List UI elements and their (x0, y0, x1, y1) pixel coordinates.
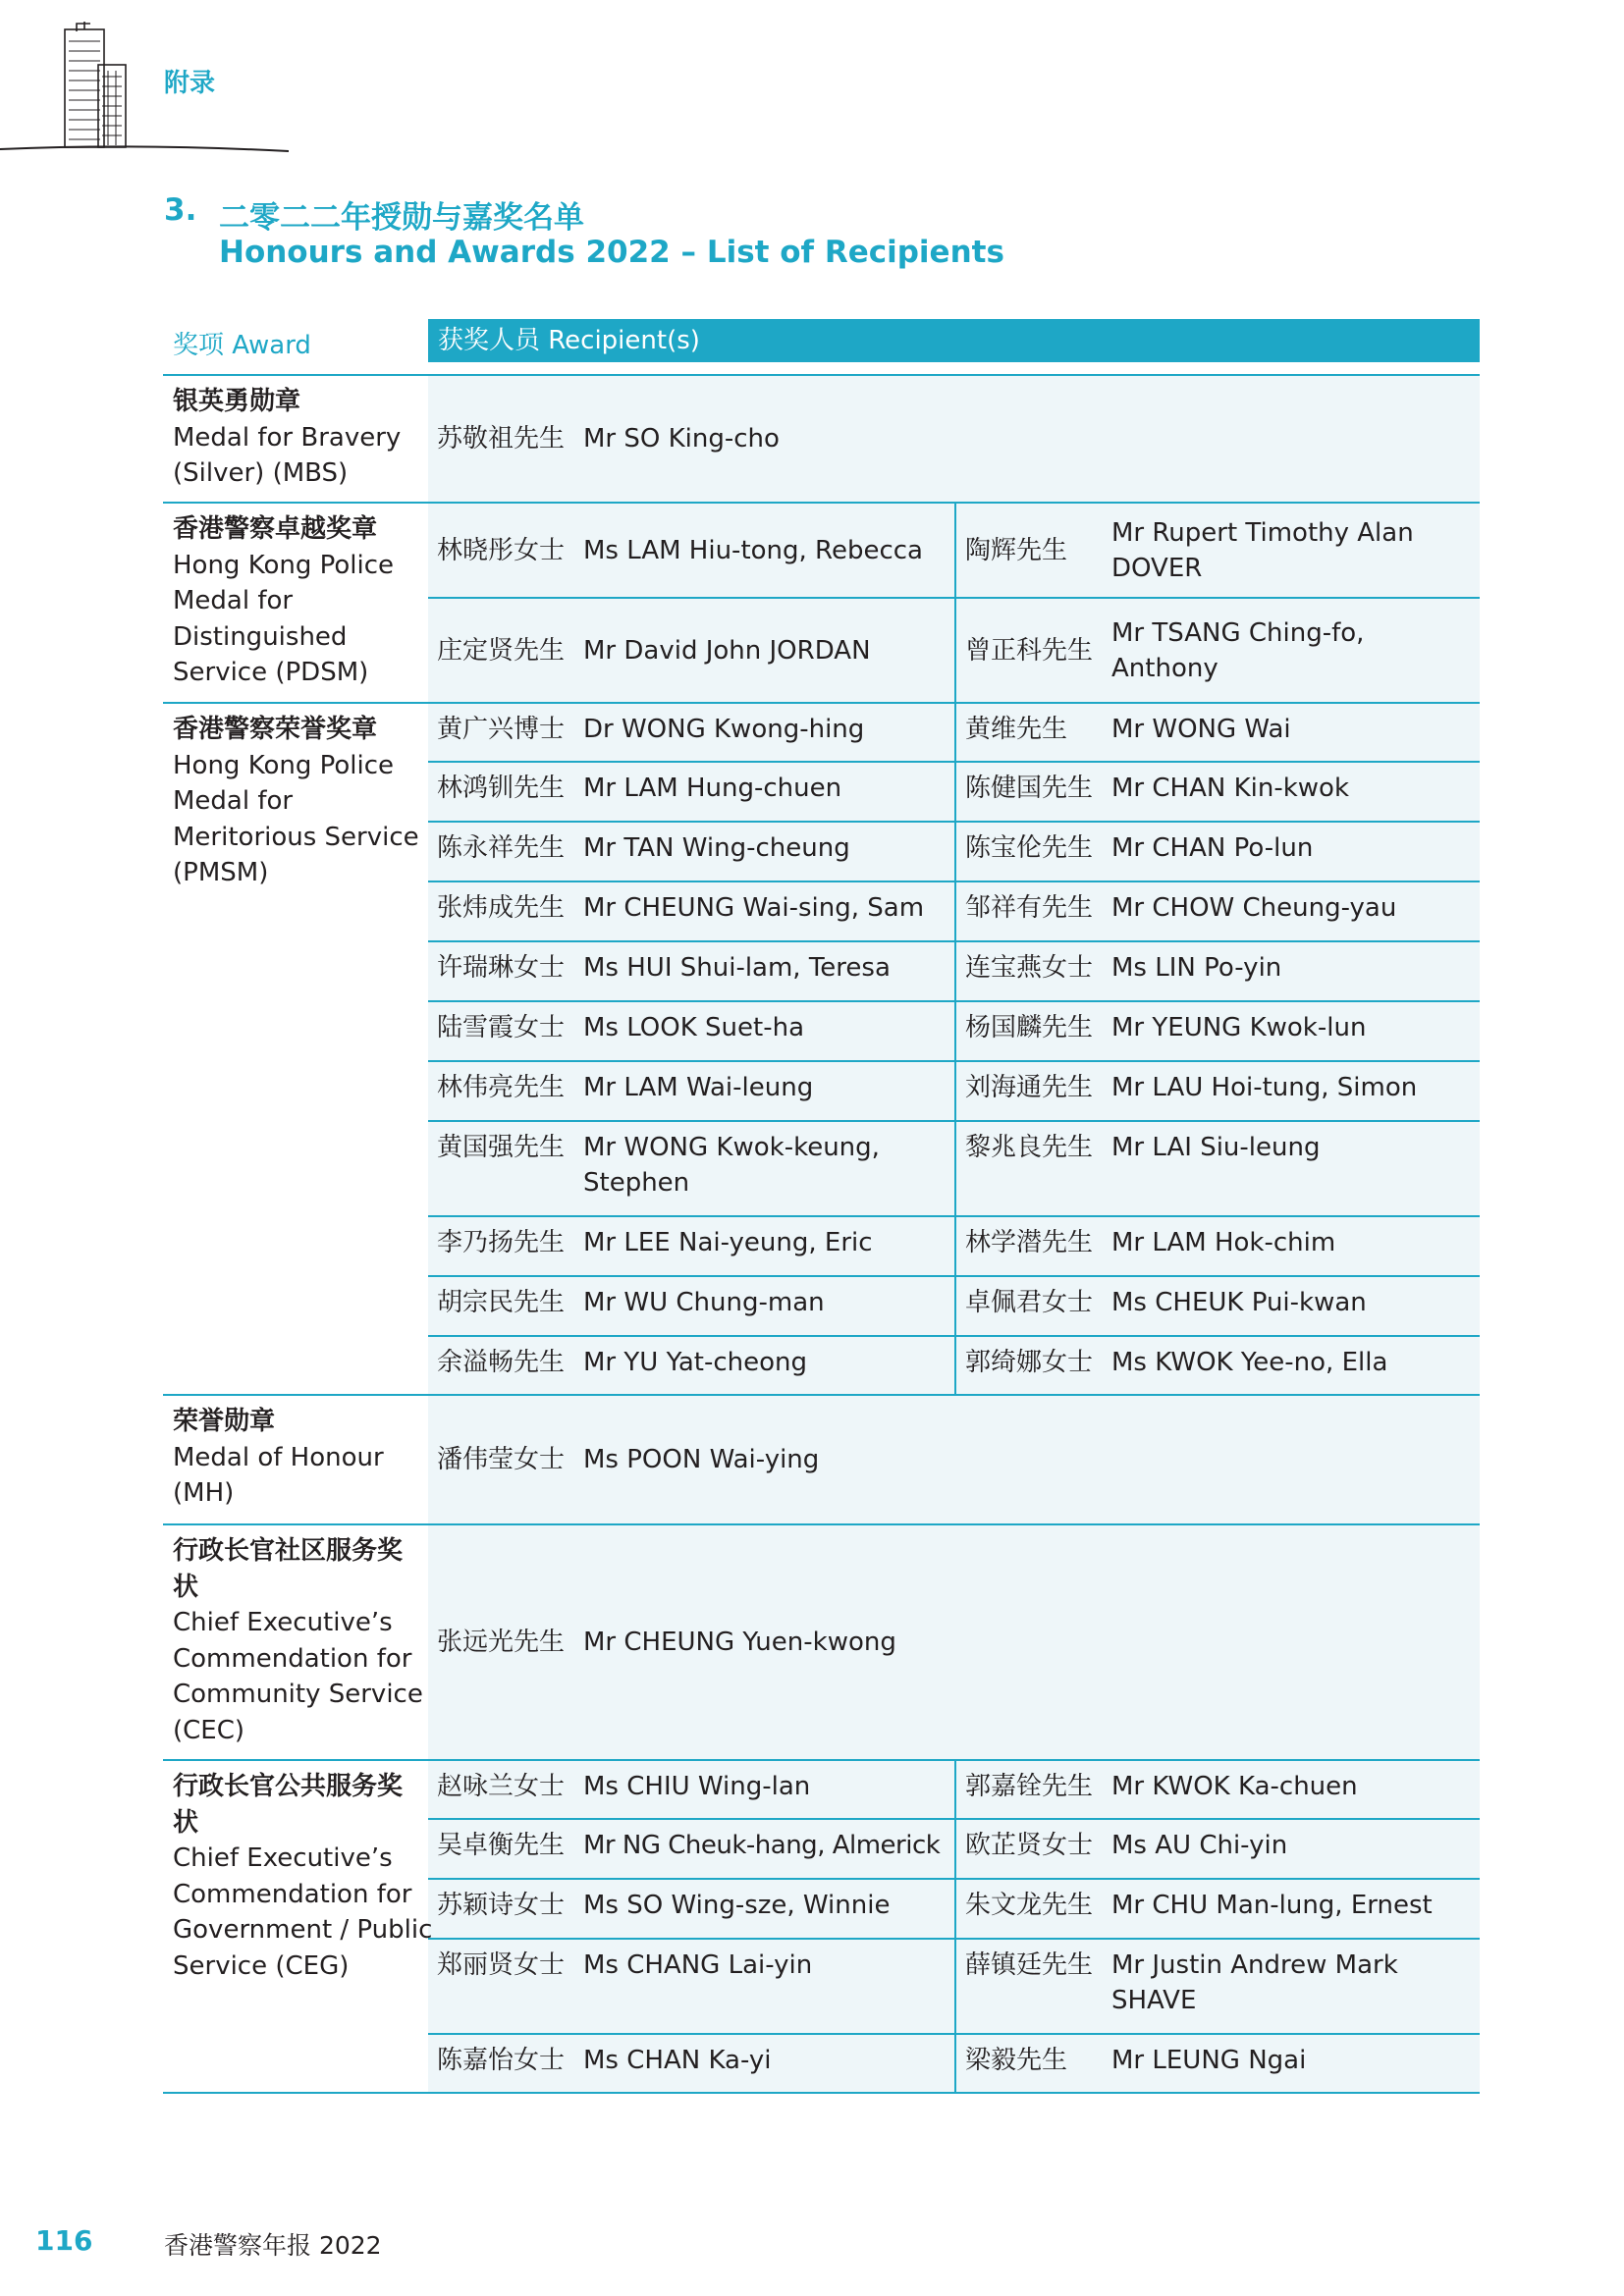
recipient-name-zh: 胡宗民先生 (437, 1288, 566, 1317)
award-group (163, 374, 1480, 504)
recipient-name-en: Ms AU Chi-yin (1111, 1831, 1288, 1860)
recipient-name-zh: 陆雪霞女士 (437, 1013, 566, 1042)
table-row (428, 940, 1480, 1000)
table-row (428, 376, 1480, 502)
recipient-name-en: Mr LAU Hoi-tung, Simon (1111, 1073, 1418, 1102)
recipient-cell (428, 1396, 1480, 1523)
award-cell (163, 1396, 428, 1512)
building-logo-icon (0, 22, 295, 159)
recipient-cell (954, 704, 1480, 761)
recipient-name-en: Mr LAM Hok-chim (1111, 1228, 1336, 1257)
recipient-name-en: Mr WU Chung-man (583, 1288, 825, 1317)
table-row (428, 1275, 1480, 1335)
recipient-name-en: Ms CHANG Lai-yin (583, 1950, 813, 1980)
recipient-name-zh: 薛镇廷先生 (965, 1950, 1094, 1980)
recipient-name-zh: 林晓彤女士 (437, 535, 566, 565)
recipient-cell (954, 823, 1480, 881)
recipient-rows (428, 1525, 1480, 1759)
recipient-name-en: Mr LAM Hung-chuen (583, 774, 842, 803)
recipient-cell (954, 1880, 1480, 1938)
table-header (163, 319, 1480, 362)
table-row (428, 761, 1480, 821)
recipient-cell (954, 504, 1480, 597)
recipient-name-en: Mr Rupert Timothy Alan DOVER (1111, 517, 1414, 583)
recipient-name-en: Ms CHAN Ka-yi (583, 2046, 772, 2075)
recipient-cell (428, 1337, 954, 1394)
recipient-cell (954, 942, 1480, 1000)
recipient-name-zh: 陈宝伦先生 (965, 833, 1094, 863)
table-row (428, 1000, 1480, 1060)
recipient-name-en: Mr NG Cheuk-hang, Almerick (583, 1831, 941, 1860)
recipient-name-zh: 杨国麟先生 (965, 1013, 1094, 1042)
recipient-name-zh: 邹祥有先生 (965, 893, 1094, 923)
table-row (428, 1878, 1480, 1938)
recipient-cell (428, 2035, 954, 2092)
recipient-cell (954, 763, 1480, 821)
recipient-name-zh: 欧芷贤女士 (965, 1831, 1094, 1860)
award-name-en: Hong Kong Police Medal for Meritorious Service (PMSM) (173, 750, 419, 887)
recipient-name-zh: 苏敬祖先生 (437, 424, 566, 454)
table-row (428, 1525, 1480, 1759)
recipient-name-en: Mr CHAN Po-lun (1111, 833, 1314, 863)
recipient-cell (428, 1940, 954, 2033)
recipient-cell (428, 376, 1480, 502)
award-group (163, 1525, 1480, 1761)
award-name-zh: 香港警察卓越奖章 (173, 514, 378, 544)
recipient-name-en: Ms POON Wai-ying (583, 1445, 820, 1474)
recipient-name-zh: 郑丽贤女士 (437, 1950, 566, 1980)
recipient-cell (428, 1277, 954, 1335)
award-cell (163, 376, 428, 492)
recipient-name-en: Ms CHIU Wing-lan (583, 1772, 811, 1801)
award-name-zh: 银英勇勋章 (173, 387, 301, 416)
recipient-name-en: Mr WONG Kwok-keung, Stephen (583, 1133, 880, 1198)
recipient-cell (428, 763, 954, 821)
table-row (428, 1396, 1480, 1523)
award-name-en: Hong Kong Police Medal for Distinguished Service (PDSM) (173, 550, 395, 687)
award-name-en: Medal of Honour (MH) (173, 1442, 384, 1508)
recipient-name-en: Mr SO King-cho (583, 424, 780, 454)
recipient-cell (428, 1761, 954, 1818)
recipient-name-en: Mr CHEUNG Wai-sing, Sam (583, 893, 925, 923)
recipient-name-en: Mr YU Yat-cheong (583, 1348, 808, 1377)
recipient-name-en: Dr WONG Kwong-hing (583, 715, 865, 744)
recipient-name-zh: 陈永祥先生 (437, 833, 566, 863)
recipient-cell (428, 1880, 954, 1938)
award-group (163, 1761, 1480, 2094)
recipient-name-en: Mr CHEUNG Yuen-kwong (583, 1628, 896, 1657)
recipient-cell (428, 1002, 954, 1060)
table-row (428, 881, 1480, 940)
recipient-name-zh: 陈嘉怡女士 (437, 2046, 566, 2075)
recipient-name-zh: 陶辉先生 (965, 535, 1068, 565)
award-name-en: Chief Executive’s Commendation for Community Service (CEC) (173, 1608, 423, 1745)
award-name-en: Medal for Bravery (Silver) (MBS) (173, 422, 402, 488)
recipient-name-zh: 黄维先生 (965, 715, 1068, 744)
recipient-name-zh: 黄国强先生 (437, 1133, 566, 1162)
recipient-cell (954, 1122, 1480, 1215)
recipient-name-en: Mr CHOW Cheung-yau (1111, 893, 1397, 923)
award-group (163, 504, 1480, 704)
recipient-name-en: Mr LAI Siu-leung (1111, 1133, 1321, 1162)
heading-title-en: Honours and Awards 2022 – List of Recipients (219, 235, 1004, 270)
recipient-name-en: Ms HUI Shui-lam, Teresa (583, 953, 891, 983)
recipient-name-zh: 黎兆良先生 (965, 1133, 1094, 1162)
recipient-name-zh: 朱文龙先生 (965, 1891, 1094, 1920)
recipient-name-en: Mr David John JORDAN (583, 635, 871, 666)
table-row (428, 1060, 1480, 1120)
recipient-name-zh: 赵咏兰女士 (437, 1772, 566, 1801)
recipient-cell (954, 1277, 1480, 1335)
recipient-cell (428, 1217, 954, 1275)
recipient-name-zh: 林学潜先生 (965, 1228, 1094, 1257)
recipient-cell (428, 1062, 954, 1120)
recipient-name-zh: 林伟亮先生 (437, 1073, 566, 1102)
recipient-name-zh: 庄定贤先生 (437, 635, 566, 666)
recipient-rows (428, 376, 1480, 502)
recipient-name-en: Ms LAM Hiu-tong, Rebecca (583, 535, 923, 565)
recipient-name-en: Mr KWOK Ka-chuen (1111, 1772, 1358, 1801)
award-name-zh: 行政长官社区服务奖状 (173, 1536, 404, 1602)
table-row (428, 2033, 1480, 2092)
recipient-name-zh: 刘海通先生 (965, 1073, 1094, 1102)
recipient-cell (954, 1002, 1480, 1060)
recipient-name-en: Ms LOOK Suet-ha (583, 1013, 805, 1042)
recipient-name-zh: 李乃扬先生 (437, 1228, 566, 1257)
recipient-name-en: Ms SO Wing-sze, Winnie (583, 1891, 891, 1920)
recipient-cell (428, 599, 954, 702)
page-number: 116 (35, 2224, 93, 2257)
recipient-name-en: Mr YEUNG Kwok-lun (1111, 1013, 1367, 1042)
recipient-rows (428, 1396, 1480, 1523)
recipient-name-zh: 张远光先生 (437, 1628, 566, 1657)
table-row (428, 1215, 1480, 1275)
recipient-name-en: Ms LIN Po-yin (1111, 953, 1282, 983)
recipient-name-zh: 郭绮娜女士 (965, 1348, 1094, 1377)
recipient-cell (428, 882, 954, 940)
recipient-cell (428, 942, 954, 1000)
recipient-cell (954, 1062, 1480, 1120)
recipient-name-zh: 曾正科先生 (965, 635, 1094, 666)
recipient-cell (428, 1525, 1480, 1759)
table-row (428, 821, 1480, 881)
recipient-name-en: Mr TSANG Ching-fo, Anthony (1111, 617, 1365, 683)
honours-table (163, 319, 1480, 2094)
recipient-cell (954, 599, 1480, 702)
recipient-cell (954, 2035, 1480, 2092)
recipient-name-zh: 卓佩君女士 (965, 1288, 1094, 1317)
recipient-name-en: Mr CHAN Kin-kwok (1111, 774, 1350, 803)
recipient-name-zh: 梁毅先生 (965, 2046, 1068, 2075)
recipient-rows (428, 1761, 1480, 2092)
recipient-name-en: Ms KWOK Yee-no, Ella (1111, 1348, 1388, 1377)
recipient-name-zh: 余溢畅先生 (437, 1348, 566, 1377)
recipient-name-en: Mr Justin Andrew Mark SHAVE (1111, 1950, 1398, 2015)
recipient-name-en: Ms CHEUK Pui-kwan (1111, 1288, 1367, 1317)
recipient-name-en: Mr CHU Man-lung, Ernest (1111, 1891, 1433, 1920)
award-cell (163, 504, 428, 691)
award-name-zh: 行政长官公共服务奖状 (173, 1772, 404, 1838)
recipient-name-zh: 陈健国先生 (965, 774, 1094, 803)
recipient-name-zh: 潘伟莹女士 (437, 1445, 566, 1474)
recipient-name-zh: 张炜成先生 (437, 893, 566, 923)
recipient-name-en: Mr LAM Wai-leung (583, 1073, 814, 1102)
award-cell (163, 704, 428, 891)
recipient-name-en: Mr LEUNG Ngai (1111, 2046, 1307, 2075)
table-row (428, 1761, 1480, 1818)
recipient-name-en: Mr LEE Nai-yeung, Eric (583, 1228, 873, 1257)
table-row (428, 1335, 1480, 1394)
recipient-cell (954, 1820, 1480, 1878)
award-name-zh: 荣誉勋章 (173, 1407, 276, 1436)
award-group (163, 704, 1480, 1396)
award-cell (163, 1525, 428, 1748)
section-label: 附录 (164, 69, 216, 98)
heading-title-zh: 二零二二年授勋与嘉奖名单 (219, 200, 584, 236)
recipient-name-zh: 林鸿钏先生 (437, 774, 566, 803)
publication-title: 香港警察年报 2022 (164, 2231, 382, 2260)
recipient-cell (428, 504, 954, 597)
table-row (428, 704, 1480, 761)
recipient-name-zh: 连宝燕女士 (965, 953, 1094, 983)
recipient-cell (428, 1820, 954, 1878)
recipient-column-header: 获奖人员 Recipient(s) (428, 319, 1480, 362)
award-cell (163, 1761, 433, 1984)
recipient-cell (428, 823, 954, 881)
recipient-cell (954, 882, 1480, 940)
recipient-name-zh: 郭嘉铨先生 (965, 1772, 1094, 1801)
recipient-rows (428, 704, 1480, 1394)
table-row (428, 1818, 1480, 1878)
recipient-name-zh: 苏颖诗女士 (437, 1891, 566, 1920)
award-name-en: Chief Executive’s Commendation for Government / Public Service (CEG) (173, 1843, 433, 1981)
recipient-cell (954, 1337, 1480, 1394)
table-row (428, 1120, 1480, 1215)
table-row (428, 597, 1480, 702)
recipient-name-en: Mr TAN Wing-cheung (583, 833, 850, 863)
heading-number: 3. (164, 192, 197, 228)
award-group (163, 1396, 1480, 1525)
recipient-name-en: Mr WONG Wai (1111, 715, 1291, 744)
award-name-zh: 香港警察荣誉奖章 (173, 715, 378, 744)
recipient-name-zh: 黄广兴博士 (437, 715, 566, 744)
recipient-cell (954, 1217, 1480, 1275)
award-column-header: 奖项 Award (173, 331, 311, 360)
recipient-name-zh: 吴卓衡先生 (437, 1831, 566, 1860)
recipient-cell (954, 1761, 1480, 1818)
recipient-cell (428, 704, 954, 761)
table-row (428, 1938, 1480, 2033)
recipient-cell (954, 1940, 1480, 2033)
recipient-rows (428, 504, 1480, 702)
recipient-cell (428, 1122, 954, 1215)
recipient-name-zh: 许瑞琳女士 (437, 953, 566, 983)
table-row (428, 504, 1480, 597)
